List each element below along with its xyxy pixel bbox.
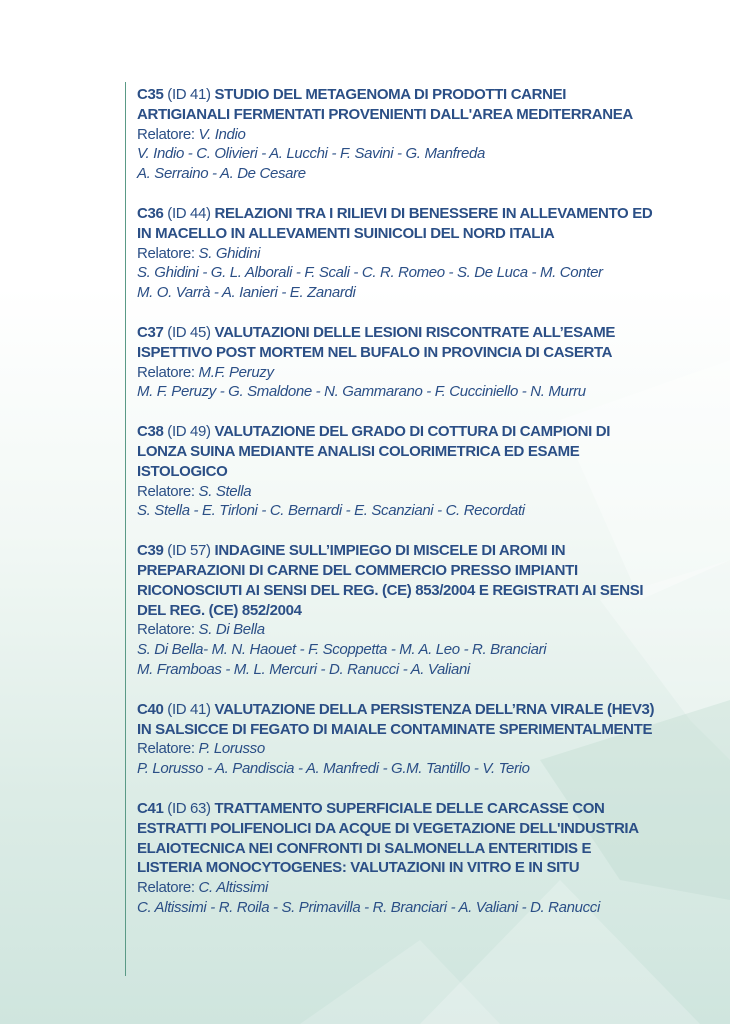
relatore-name: C. Altissimi	[198, 879, 268, 897]
entry-title-line: IN MACELLO IN ALLEVAMENTI SUINICOLI DEL NORD ITALIA	[137, 224, 555, 242]
entry-title-line	[137, 204, 717, 224]
entry-title-text: STUDIO DEL METAGENOMA DI PRODOTTI CARNEI	[214, 86, 567, 103]
relatore-label: Relatore:	[137, 740, 195, 758]
relatore-line	[137, 363, 717, 383]
abstract-list	[137, 85, 717, 938]
relatore-name: V. Indio	[198, 125, 246, 143]
entry-title-line: PREPARAZIONI DI CARNE DEL COMMERCIO PRESSO IMPIANTI	[137, 561, 578, 579]
entry-code: C39	[137, 542, 164, 560]
relatore-name: S. Ghidini	[198, 244, 261, 262]
relatore-line	[137, 244, 717, 264]
entry-title-line	[137, 323, 717, 343]
relatore-label: Relatore:	[137, 125, 195, 143]
entry-title-line: LISTERIA MONOCYTOGENES: VALUTAZIONI IN VITRO E IN SITU	[137, 859, 580, 877]
entry-id: (ID 44)	[167, 204, 211, 222]
relatore-label: Relatore:	[137, 363, 195, 381]
entry-title-line: DEL REG. (CE) 852/2004	[137, 601, 302, 619]
entry-title-text: TRATTAMENTO SUPERFICIALE DELLE CARCASSE CON	[214, 799, 605, 817]
relatore-label: Relatore:	[137, 879, 195, 897]
entry-id: (ID 41)	[167, 86, 211, 103]
entry-title-text: VALUTAZIONE DEL GRADO DI COTTURA DI CAMPIONI DI	[214, 423, 611, 441]
relatore-name: M.F. Peruzy	[198, 363, 274, 381]
entry-title-line: RICONOSCIUTI AI SENSI DEL REG. (CE) 853/2004 E REGISTRATI AI SENSI	[137, 581, 644, 599]
entry-title-line: ESTRATTI POLIFENOLICI DA ACQUE DI VEGETAZIONE DELL'INDUSTRIA	[137, 819, 639, 837]
authors-line: M. O. Varrà - A. Ianieri - E. Zanardi	[137, 284, 356, 302]
abstract-entry-c40	[137, 700, 717, 779]
entry-code: C37	[137, 323, 164, 341]
authors-line: S. Di Bella- M. N. Haouet - F. Scoppetta - M. A. Leo - R. Branciari	[137, 641, 547, 659]
entry-code: C35	[137, 86, 164, 103]
authors-line: S. Stella - E. Tirloni - C. Bernardi - E. Scanziani - C. Recordati	[137, 502, 525, 520]
entry-title-line: LONZA SUINA MEDIANTE ANALISI COLORIMETRICA ED ESAME	[137, 442, 580, 460]
authors-line: S. Ghidini - G. L. Alborali - F. Scali - C. R. Romeo - S. De Luca - M. Conter	[137, 264, 603, 282]
entry-id: (ID 41)	[167, 700, 211, 718]
vertical-rule	[125, 82, 126, 976]
relatore-name: P. Lorusso	[198, 740, 265, 758]
relatore-label: Relatore:	[137, 621, 195, 639]
entry-id: (ID 45)	[167, 323, 211, 341]
entry-title-line: ISPETTIVO POST MORTEM NEL BUFALO IN PROVINCIA DI CASERTA	[137, 343, 613, 361]
abstract-entry-c37	[137, 323, 717, 402]
abstract-entry-c41	[137, 799, 717, 918]
relatore-name: S. Di Bella	[198, 621, 265, 639]
relatore-name: S. Stella	[198, 482, 252, 500]
entry-title-text: RELAZIONI TRA I RILIEVI DI BENESSERE IN ALLEVAMENTO ED	[214, 204, 653, 222]
relatore-line	[137, 878, 717, 898]
entry-title-line	[137, 799, 717, 819]
entry-code: C36	[137, 204, 164, 222]
entry-code: C41	[137, 799, 164, 817]
abstract-entry-c36	[137, 204, 717, 303]
entry-title-line: ISTOLOGICO	[137, 462, 228, 480]
entry-code: C40	[137, 700, 164, 718]
authors-line: C. Altissimi - R. Roila - S. Primavilla - R. Branciari - A. Valiani - D. Ranucci	[137, 898, 600, 916]
relatore-line	[137, 125, 717, 145]
relatore-line	[137, 482, 717, 502]
authors-line: M. F. Peruzy - G. Smaldone - N. Gammarano - F. Cucciniello - N. Murru	[137, 383, 586, 401]
entry-title-line: ARTIGIANALI FERMENTATI PROVENIENTI DALL'AREA MEDITERRANEA	[137, 105, 633, 123]
entry-title-line	[137, 422, 717, 442]
authors-line: M. Framboas - M. L. Mercuri - D. Ranucci - A. Valiani	[137, 660, 470, 678]
entry-title-text: VALUTAZIONI DELLE LESIONI RISCONTRATE ALL’ESAME	[214, 323, 616, 341]
entry-id: (ID 49)	[167, 423, 211, 441]
entry-title-line	[137, 541, 717, 561]
relatore-line	[137, 620, 717, 640]
abstract-entry-c38	[137, 422, 717, 521]
abstract-entry-c35	[137, 85, 717, 184]
entry-title-text: VALUTAZIONE DELLA PERSISTENZA DELL’RNA VIRALE (HEV3)	[214, 700, 655, 718]
entry-id: (ID 57)	[167, 542, 211, 560]
entry-title-line: ELAIOTECNICA NEI CONFRONTI DI SALMONELLA ENTERITIDIS E	[137, 839, 592, 857]
entry-title-line	[137, 85, 717, 105]
abstract-entry-c39	[137, 541, 717, 680]
entry-title-line: IN SALSICCE DI FEGATO DI MAIALE CONTAMINATE SPERIMENTALMENTE	[137, 720, 653, 738]
authors-line: V. Indio - C. Olivieri - A. Lucchi - F. Savini - G. Manfreda	[137, 145, 486, 163]
relatore-label: Relatore:	[137, 244, 195, 262]
entry-id: (ID 63)	[167, 799, 211, 817]
relatore-label: Relatore:	[137, 482, 195, 500]
entry-title-text: INDAGINE SULL’IMPIEGO DI MISCELE DI AROMI IN	[214, 542, 566, 560]
relatore-line	[137, 739, 717, 759]
entry-code: C38	[137, 423, 164, 441]
authors-line: A. Serraino - A. De Cesare	[137, 165, 306, 183]
authors-line: P. Lorusso - A. Pandiscia - A. Manfredi - G.M. Tantillo - V. Terio	[137, 760, 530, 778]
entry-title-line	[137, 700, 717, 720]
